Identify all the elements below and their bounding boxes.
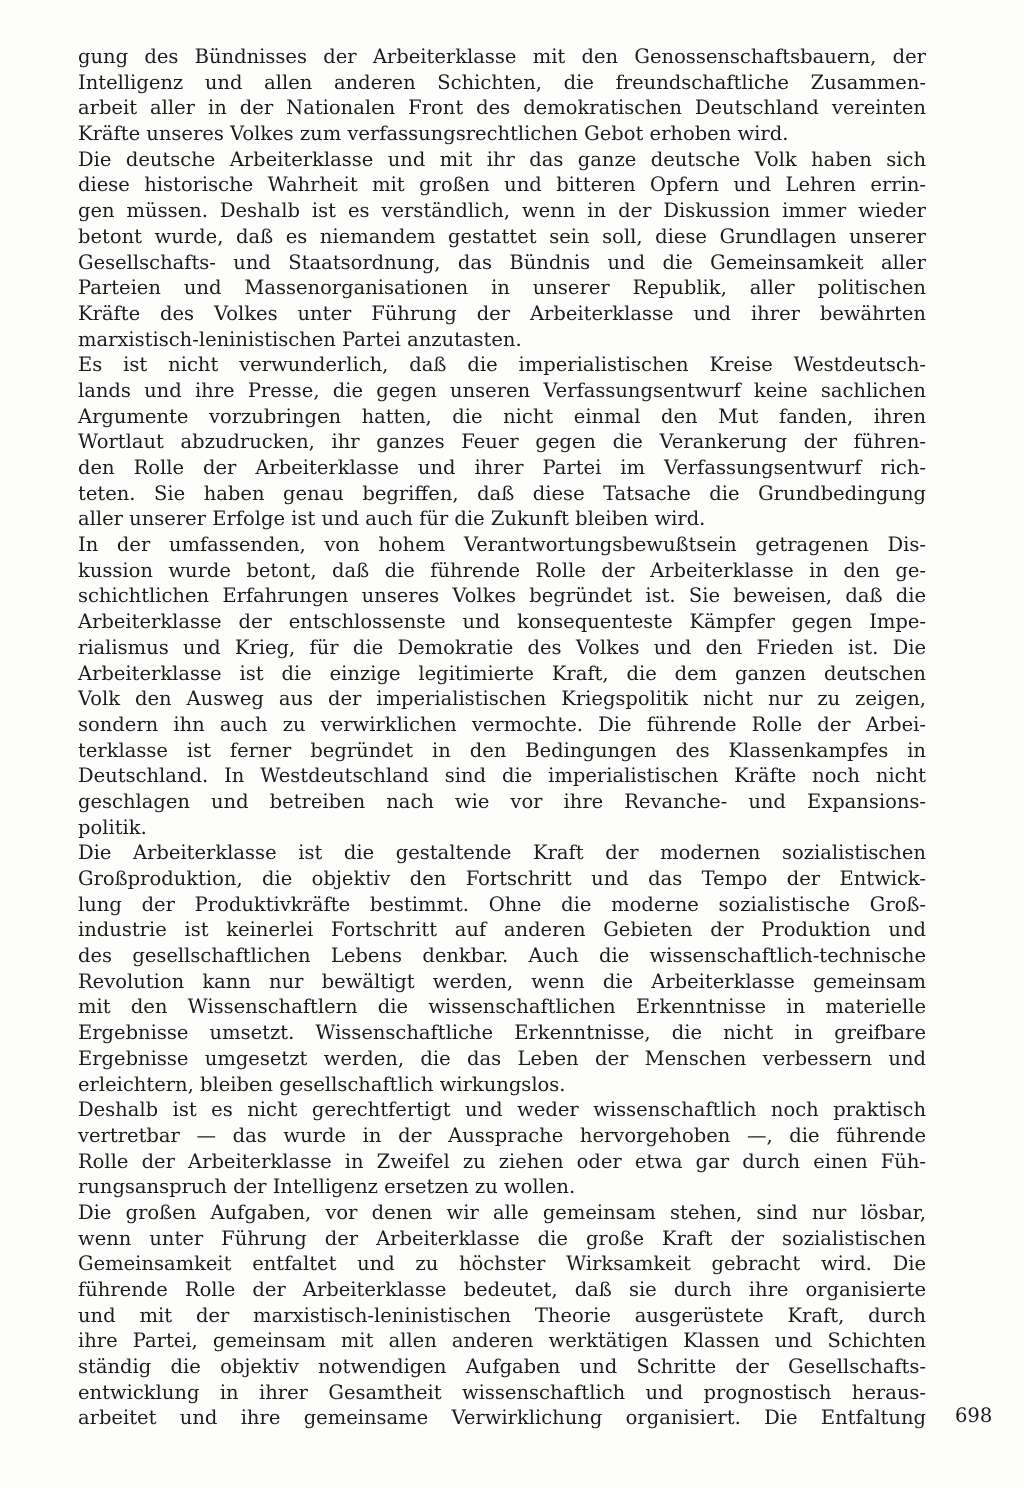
text-line: wenn unter Führung der Arbeiterklasse die große Kraft der sozialistischen [78, 1226, 926, 1250]
text-line: marxistisch-leninistischen Partei anzutasten. [78, 327, 522, 351]
text-line: des gesellschaftlichen Lebens denkbar. Auch die wissenschaftlich-technische [78, 944, 926, 968]
text-line: erleichtern, bleiben gesellschaftlich wirkungslos. [78, 1072, 566, 1096]
text-line: Rolle der Arbeiterklasse in Zweifel zu ziehen oder etwa gar durch einen Füh- [78, 1149, 926, 1173]
text-line: teten. Sie haben genau begriffen, daß diese Tatsache die Grundbedingung [78, 481, 926, 505]
body-text [78, 44, 926, 1431]
text-line: betont wurde, daß es niemandem gestattet sein soll, diese Grundlagen unserer [78, 224, 926, 248]
text-line: den Rolle der Arbeiterklasse und ihrer Partei im Verfassungsentwurf rich- [78, 456, 926, 479]
text-line: Die deutsche Arbeiterklasse und mit ihr das ganze deutsche Volk haben sich [78, 147, 926, 171]
text-line: Die Arbeiterklasse ist die gestaltende Kraft der modernen sozialistischen [78, 841, 926, 865]
text-line: Volk den Ausweg aus der imperialistischen Kriegspolitik nicht nur zu zeigen, [78, 687, 926, 711]
text-line: industrie ist keinerlei Fortschritt auf anderen Gebieten der Produktion und [78, 918, 926, 942]
text-line: mit den Wissenschaftlern die wissenschaftlichen Erkenntnisse in materielle [78, 995, 926, 1019]
text-line: In der umfassenden, von hohem Verantwortungsbewußtsein getragenen Dis- [78, 533, 926, 557]
text-line: Arbeiterklasse der entschlossenste und konsequenteste Kämpfer gegen Impe- [78, 610, 926, 634]
text-line: Ergebnisse umgesetzt werden, die das Leben der Menschen verbessern und [78, 1046, 926, 1070]
text-line: diese historische Wahrheit mit großen und bitteren Opfern und Lehren errin- [78, 173, 926, 197]
text-line: Parteien und Massenorganisationen in unserer Republik, aller politischen [78, 276, 926, 300]
text-line: sondern ihn auch zu verwirklichen vermochte. Die führende Rolle der Arbei- [78, 712, 926, 736]
text-line: arbeit aller in der Nationalen Front des demokratischen Deutschland vereinten [78, 96, 926, 120]
text-line: und mit der marxistisch-leninistischen Theorie ausgerüstete Kraft, durch [78, 1303, 926, 1327]
text-line: schichtlichen Erfahrungen unseres Volkes begründet ist. Sie beweisen, daß die [78, 584, 926, 608]
text-line: Kräfte des Volkes unter Führung der Arbeiterklasse und ihrer bewährten [78, 301, 926, 325]
text-line: rungsanspruch der Intelligenz ersetzen zu wollen. [78, 1175, 576, 1199]
text-line: Deshalb ist es nicht gerechtfertigt und weder wissenschaftlich noch praktisch [78, 1098, 926, 1122]
text-line: rialismus und Krieg, für die Demokratie des Volkes und den Frieden ist. Die [78, 635, 926, 659]
text-line: aller unserer Erfolge ist und auch für die Zukunft bleiben wird. [78, 507, 706, 531]
text-line: Gesellschafts- und Staatsordnung, das Bündnis und die Gemeinsamkeit aller [78, 250, 926, 274]
text-line: Intelligenz und allen anderen Schichten, die freundschaftliche Zusammen- [78, 70, 926, 94]
text-line: Die großen Aufgaben, vor denen wir alle gemeinsam stehen, sind nur lösbar, [78, 1200, 926, 1224]
text-line: entwicklung in ihrer Gesamtheit wissenschaftlich und prognostisch heraus- [78, 1380, 926, 1404]
text-line: Es ist nicht verwunderlich, daß die imperialistischen Kreise Westdeutsch- [78, 353, 926, 377]
text-line: führende Rolle der Arbeiterklasse bedeutet, daß sie durch ihre organisierte [78, 1278, 926, 1301]
text-line: Ergebnisse umsetzt. Wissenschaftliche Erkenntnisse, die nicht in greifbare [78, 1021, 926, 1045]
text-line: Argumente vorzubringen hatten, die nicht einmal den Mut fanden, ihren [78, 404, 926, 428]
text-line: lands und ihre Presse, die gegen unseren Verfassungsentwurf keine sachlichen [78, 378, 926, 402]
text-line: kussion wurde betont, daß die führende Rolle der Arbeiterklasse in den ge- [78, 558, 926, 582]
page-number: 698 [955, 1404, 993, 1427]
text-line: Gemeinsamkeit entfaltet und zu höchster Wirksamkeit gebracht wird. Die [78, 1252, 926, 1276]
text-line: Wortlaut abzudrucken, ihr ganzes Feuer gegen die Verankerung der führen- [78, 430, 926, 454]
text-line: gen müssen. Deshalb ist es verständlich, wenn in der Diskussion immer wieder [78, 199, 926, 223]
text-line: lung der Produktivkräfte bestimmt. Ohne die moderne sozialistische Groß- [78, 892, 926, 916]
text-line: Revolution kann nur bewältigt werden, wenn die Arbeiterklasse gemeinsam [78, 969, 926, 993]
text-line: ständig die objektiv notwendigen Aufgaben und Schritte der Gesellschafts- [78, 1355, 926, 1379]
text-line: terklasse ist ferner begründet in den Bedingungen des Klassenkampfes in [78, 738, 926, 762]
text-line: politik. [78, 815, 147, 839]
text-line: vertretbar — das wurde in der Aussprache hervorgehoben —, die führende [78, 1123, 926, 1147]
text-line: Großproduktion, die objektiv den Fortschritt und das Tempo der Entwick- [78, 867, 926, 890]
text-line: Kräfte unseres Volkes zum verfassungsrechtlichen Gebot erhoben wird. [78, 122, 789, 146]
text-line: Arbeiterklasse ist die einzige legitimierte Kraft, die dem ganzen deutschen [78, 661, 926, 685]
text-line: gung des Bündnisses der Arbeiterklasse mit den Genossenschaftsbauern, der [78, 45, 926, 68]
text-line: geschlagen und betreiben nach wie vor ihre Revanche- und Expansions- [78, 789, 926, 813]
text-line: arbeitet und ihre gemeinsame Verwirklichung organisiert. Die Entfaltung [78, 1406, 926, 1430]
text-line: Deutschland. In Westdeutschland sind die imperialistischen Kräfte noch nicht [78, 764, 926, 788]
text-line: ihre Partei, gemeinsam mit allen anderen werktätigen Klassen und Schichten [78, 1329, 926, 1353]
